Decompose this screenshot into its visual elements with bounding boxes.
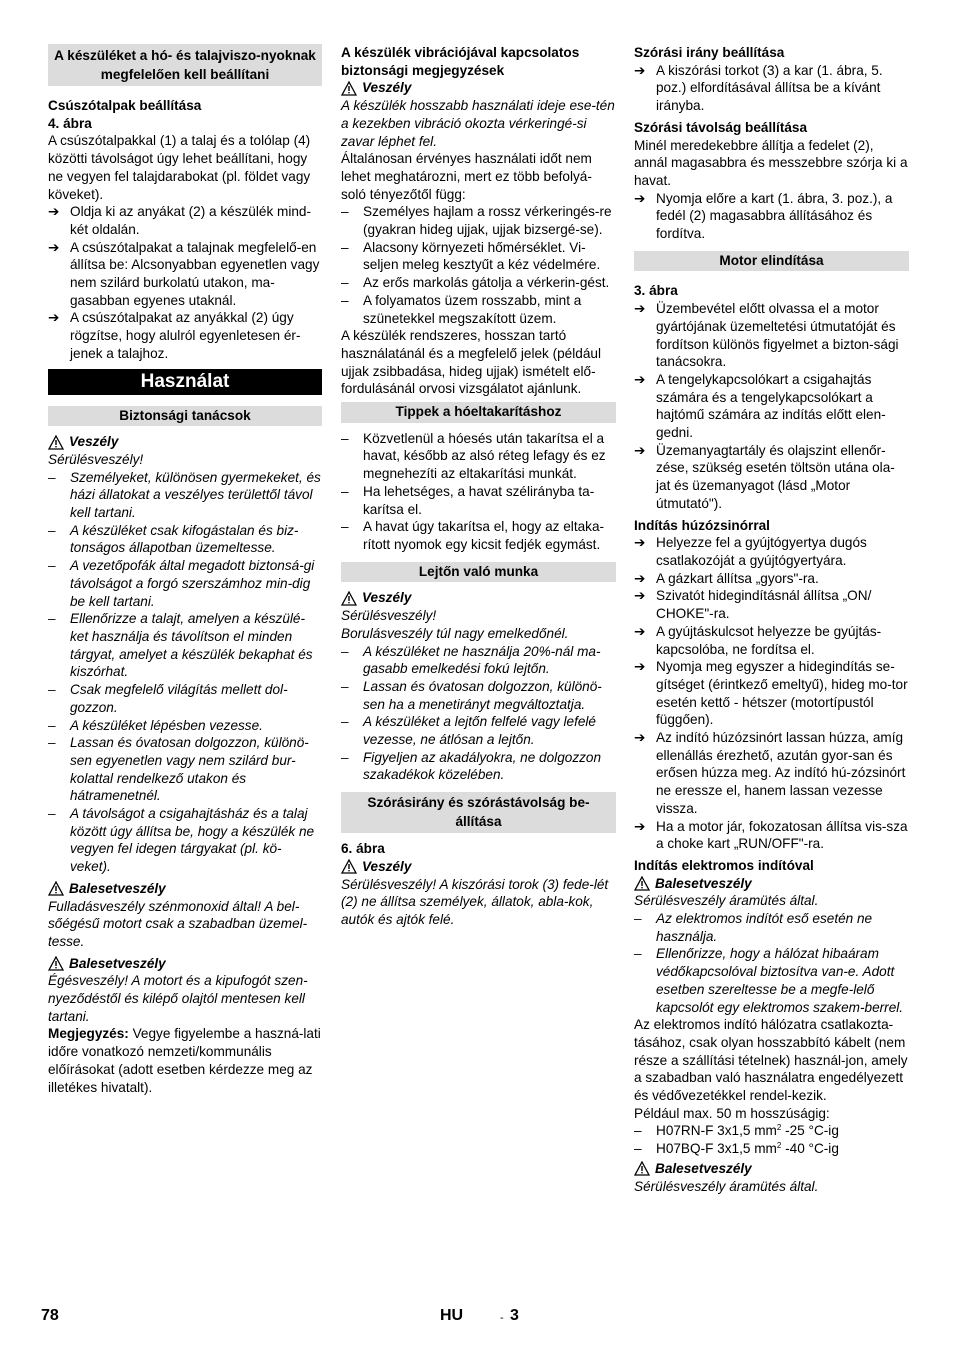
step-item: ➔ Helyezze fel a gyújtógyertya dugós csatlakozóját a gyújtógyertyára. — [634, 535, 867, 568]
step-item: ➔ A gázkart állítsa „gyors"-ra. — [634, 570, 819, 586]
note-paragraph: Megjegyzés: Vegye figyelembe a haszná-lati időre vonatkozó nemzeti/kommunális előírásokat (adott esetben kérdezze meg az illetékes hivatalt). — [48, 1026, 321, 1095]
tip-risk-text: Borulásveszély túl nagy emelkedőnél. — [341, 625, 569, 641]
danger-label: Veszély — [341, 858, 616, 876]
section-page-number: 3 — [510, 1307, 519, 1324]
column-1 — [48, 44, 322, 1096]
language-code: HU — [440, 1307, 464, 1324]
paragraph: A csúszótalpakkal (1) a talaj és a tolólap (4) közötti távolságot úgy lehet beállítani, hogy ne vegyen fel talajdarabokat (pl. földet vagy köveket). — [48, 133, 311, 202]
warning-text: A készülék hosszabb használati ideje ese-tén a kezekben vibráció okozta vérkeringé-si zavar léphet fel. — [341, 98, 615, 149]
paragraph: A készülék rendszeres, hosszan tartó használatánál és a megfelelő jelek (például ujjak zsibbadása, hideg ujjak) ismételt elő-fordulásánál orvosi vizsgálatot ajánlunk. — [341, 328, 601, 397]
list-item: – A távolságot a csigahajtásház és a talaj között úgy állítsa be, hogy a készülék ne vegyen fel idegen tárgyakat (pl. kö-veket). — [48, 806, 315, 875]
paragraph: Általánosan érvényes használati időt nem lehet meghatározni, mert ez több befolyá-soló tényezőtől függ: — [341, 151, 592, 202]
subheading-skids: Csúszótalpak beállítása — [48, 98, 202, 113]
arrow-icon: ➔ — [48, 239, 60, 255]
figure-ref: 4. ábra — [48, 115, 92, 131]
arrow-icon: ➔ — [634, 190, 646, 206]
arrow-icon: ➔ — [634, 442, 646, 458]
list-item: – A havat úgy takarítsa el, hogy az eltaka-rított nyomok egy kicsit fedjék egymást. — [341, 519, 605, 552]
list-item: – A készüléket lépésben vezesse. — [48, 717, 263, 733]
paragraph: Az elektromos indító hálózatra csatlakozta-tásához, csak olyan hosszabbító kábelt (nem része a szállítási tételnek) használ-jon, amely a szabadban való használatra engedélyezett és védővezetékkel rendel-kezik. — [634, 1017, 908, 1104]
step-item: ➔ A tengelykapcsolókart a csigahajtás számára és a tengelykapcsolókart a hajtómű számára az indítás előtt elen-gedni. — [634, 371, 886, 441]
figure-ref: 3. ábra — [634, 283, 678, 299]
arrow-icon: ➔ — [48, 310, 60, 326]
list-item: – A vezetőpofák által megadott biztonsá-gi távolságot a forgó szerszámhoz min-dig be kell tartani. — [48, 558, 315, 609]
list-item: – Figyeljen az akadályokra, ne dolgozzon szakadékok közelében. — [341, 749, 602, 783]
injury-risk-text: Sérülésveszély! — [341, 608, 437, 624]
step-item: ➔ Üzembevétel előtt olvassa el a motor gyártójának üzemeltetési útmutatóját és fordítson különös figyelmet a bizton-sági tanácsokra. — [634, 301, 899, 370]
list-item: – Ha lehetséges, a havat szélirányba ta-karítsa el. — [341, 483, 595, 517]
arrow-icon: ➔ — [634, 301, 646, 317]
paragraph: Minél meredekebbre állítja a fedelet (2), annál magasabbra és messzebbre szórja ki a havat. — [634, 137, 908, 188]
section-heading-tips: Tippek a hóeltakarításhoz — [341, 402, 616, 423]
list-item: – A készüléket csak kifogástalan és biz-tonságos állapotban üzemeltesse. — [48, 522, 299, 556]
step-item: ➔ Szivatót hidegindításnál állítsa „ON/ CHOKE"-ra. — [634, 588, 872, 622]
column-2 — [341, 44, 616, 929]
warning-text: Sérülésveszély! A kiszórási torok (3) fede-lét (2) ne állítsa személyek, állatok, abla-kok, autók és ajtók felé. — [341, 876, 609, 927]
section-heading-safety: Biztonsági tanácsok — [48, 406, 322, 427]
warning-triangle-icon — [341, 591, 357, 606]
step-item: ➔ Ha a motor jár, fokozatosan állítsa vis-sza a choke kart „RUN/OFF"-ra. — [634, 818, 908, 852]
arrow-icon: ➔ — [48, 204, 60, 220]
arrow-icon: ➔ — [634, 659, 646, 675]
section-heading-motor: Motor elindítása — [634, 251, 909, 272]
list-item: – Lassan és óvatosan dolgozzon, különö-sen ha a menetirányt megváltoztatja. — [341, 678, 602, 712]
list-item: – Ellenőrizze, hogy a hálózat hibaáram védőkapcsolóval biztosítva van-e. Adott esetben szereltesse be a megfe-lelő kapcsolót egy elektromos szakem-berrel. — [634, 946, 904, 1015]
arrow-icon: ➔ — [634, 588, 646, 604]
accident-label: Balesetveszély — [48, 955, 322, 973]
warning-text: Égésveszély! A motort és a kipufogót szen-nyeződéstől és kilépő olajtól mentesen kell tartani. — [48, 973, 308, 1024]
step-item: ➔ Az indító húzózsinórt lassan húzza, amíg ellenállás érezhető, azután gyor-san és erősen húzza meg. Az indító hú-zózsinórt ne eressze el, hanem lassan vezesse vissza. — [634, 730, 906, 816]
cable-spec-item: – H07RN-F 3x1,5 $mm^2$ -25 °C-ig — [634, 1123, 839, 1139]
list-item: – Személyeket, különösen gyermekeket, és házi állatokat a veszélyes területtől távol kell tartani. — [48, 469, 321, 521]
injury-risk-text: Sérülésveszély áramütés által. — [634, 1178, 819, 1194]
step-item: ➔ Oldja ki az anyákat (2) a készülék mind-két oldalán. — [48, 204, 312, 237]
warning-triangle-icon — [341, 81, 357, 96]
list-item: – Ellenőrizze a talajt, amelyen a készülé-ket használja és távolítson el minden tárgyat, amelyet a készülék bekaphat és kiszórhat. — [48, 611, 313, 680]
arrow-icon: ➔ — [634, 623, 646, 639]
subheading-pull-start: Indítás húzózsinórral — [634, 517, 770, 533]
page-number: 78 — [41, 1307, 59, 1324]
list-item: – Személyes hajlam a rossz vérkeringés-re (gyakran hideg ujjak, ujjak bizsergé-se). — [341, 204, 612, 238]
list-item: – A készüléket ne használja 20%-nál ma-gasabb emelkedési fokú lejtőn. — [341, 643, 601, 677]
step-item: ➔ A kiszórási torkot (3) a kar (1. ábra, 5. poz.) elfordításával állítsa be a kívánt irányba. — [634, 62, 883, 114]
danger-label: Veszély — [341, 589, 616, 607]
warning-triangle-icon — [48, 881, 64, 896]
subheading-electric-start: Indítás elektromos indítóval — [634, 857, 814, 873]
list-item: – Lassan és óvatosan dolgozzon, különö-sen egyenetlen vagy nem szilárd bur-kolattal rendelkező utakon és hátramenetnél. — [48, 735, 309, 804]
arrow-icon: ➔ — [634, 535, 646, 551]
injury-risk-text: Sérülésveszély áramütés által. — [634, 893, 819, 909]
warning-triangle-icon — [634, 1161, 650, 1176]
list-item: – Alacsony környezeti hőmérséklet. Vi-seljen meleg kesztyűt a kéz védelmére. — [341, 239, 601, 273]
list-item: – Csak megfelelő világítás mellett dol-gozzon. — [48, 682, 288, 715]
note-label: Megjegyzés: — [48, 1026, 129, 1042]
subheading-vibration: A készülék vibrációjával kapcsolatos biztonsági megjegyzések — [341, 45, 580, 78]
injury-risk-text: Sérülésveszély! — [48, 451, 144, 467]
step-item: ➔ Nyomja meg egyszer a hidegindítás se-gítséget (érintkező emeltyű), hideg mo-tor esetén kettő - hétszer (motortípustól függően). — [634, 659, 908, 728]
arrow-icon: ➔ — [634, 371, 646, 387]
chapter-heading-usage: Használat — [48, 369, 322, 395]
accident-label: Balesetveszély — [634, 875, 909, 893]
list-item: – Az erős markolás gátolja a vérkerin-gést. — [341, 275, 610, 291]
subheading-direction: Szórási irány beállítása — [634, 45, 785, 60]
section-heading-setup: A készüléket a hó- és talajviszo-nyoknak megfelelően kell beállítani — [48, 44, 322, 86]
arrow-icon: ➔ — [634, 818, 646, 834]
cable-spec-item: – H07BQ-F 3x1,5 $mm^2$ -40 °C-ig — [634, 1141, 839, 1157]
list-item: – A folyamatos üzem rosszabb, mint a szünetekkel megszakított üzem. — [341, 292, 582, 326]
warning-triangle-icon — [48, 435, 64, 450]
footer-separator: - — [500, 1312, 504, 1324]
warning-triangle-icon — [634, 876, 650, 891]
list-item: – Közvetlenül a hóesés után takarítsa el a havat, később az alsó réteg lefagy és ez megnehezíti az eltakarítási munkát. — [341, 430, 606, 482]
arrow-icon: ➔ — [634, 62, 646, 78]
figure-ref: 6. ábra — [341, 841, 385, 857]
arrow-icon: ➔ — [634, 730, 646, 746]
column-3 — [634, 44, 909, 1195]
step-item: ➔ A gyújtáskulcsot helyezze be gyújtás-kapcsolóba, ne fordítsa el. — [634, 623, 882, 657]
section-heading-throw: Szórásirány és szórástávolság be-állítása — [341, 792, 616, 833]
warning-triangle-icon — [48, 956, 64, 971]
paragraph: Például max. 50 m hosszúságig: — [634, 1105, 830, 1121]
list-item: – A készüléket a lejtőn felfelé vagy lefelé vezesse, ne átlósan a lejtőn. — [341, 714, 596, 748]
arrow-icon: ➔ — [634, 570, 646, 586]
section-heading-slope: Lejtőn való munka — [341, 562, 616, 583]
step-item: ➔ A csúszótalpakat az anyákkal (2) úgy rögzítse, hogy alulról egyenletesen ér-jenek a talajhoz. — [48, 310, 301, 361]
accident-label: Balesetveszély — [634, 1160, 909, 1178]
warning-triangle-icon — [341, 859, 357, 874]
warning-text: Fulladásveszély szénmonoxid által! A bel-sőégésű motort csak a szabadban üzemel-tesse. — [48, 898, 308, 949]
danger-label: Veszély — [48, 433, 322, 451]
accident-label: Balesetveszély — [48, 880, 322, 898]
step-item: ➔ A csúszótalpakat a talajnak megfelelő-en állítsa be: Alcsonyabban egyenetlen vagy nem szilárd burkolatú utakon, ma-gasabban egyenes utaknál. — [48, 239, 320, 308]
step-item: ➔ Üzemanyagtartály és olajszint ellenőr-zése, szükség esetén töltsön utána ola-jat és üzemanyagot (lásd „Motor útmutató"). — [634, 442, 895, 511]
subheading-distance: Szórási távolság beállítása — [634, 119, 808, 135]
list-item: – Az elektromos indítót eső esetén ne használja. — [634, 911, 873, 944]
danger-label: Veszély — [341, 79, 616, 97]
step-item: ➔ Nyomja előre a kart (1. ábra, 3. poz.), a fedél (2) magasabbra állításához és fordítva. — [634, 190, 893, 242]
